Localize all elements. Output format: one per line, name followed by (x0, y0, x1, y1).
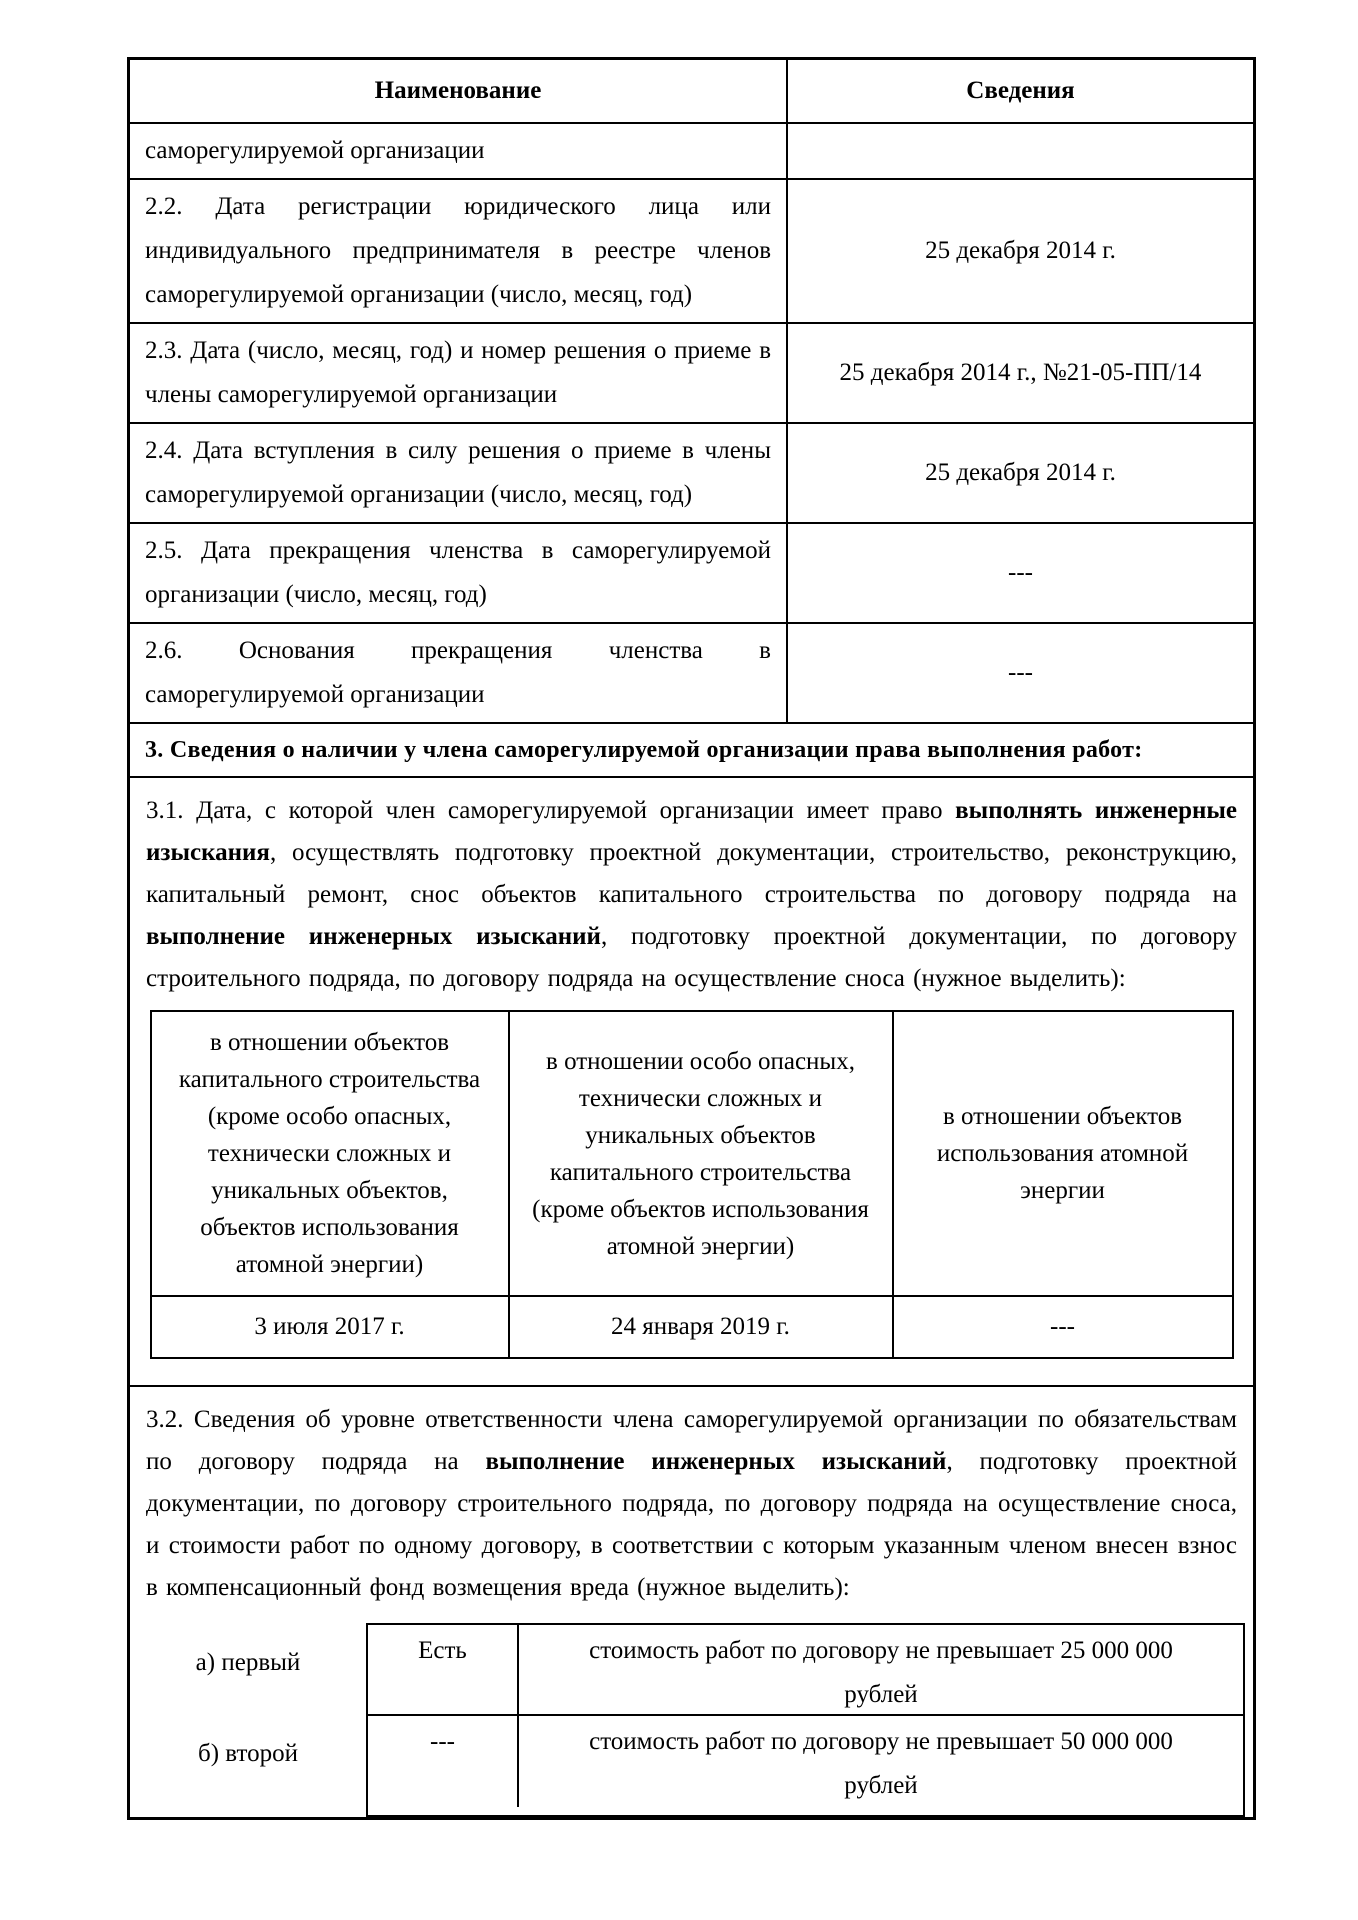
table-row (130, 624, 1253, 724)
text-segment: , подготовку проектной документации, по договору строительного подряда, по договору подряда на осуществление сноса, и стоимости работ по одному договору, в соответствии с которым указанным членом внесен взнос в компенсационный фонд возмещения вреда (нужное выделить): (146, 1448, 1237, 1601)
row-label: 2.3. Дата (число, месяц, год) и номер решения о приеме в члены саморегулируемой организации (130, 324, 788, 422)
liability-row (368, 1716, 1243, 1807)
item-3-2-cell (130, 1387, 1253, 1817)
section3-title-row (130, 724, 1253, 778)
rights-value-cell: --- (893, 1296, 1233, 1358)
row-label: 2.2. Дата регистрации юридического лица или индивидуального предпринимателя в реестре членов саморегулируемой организации (число, месяц, год) (130, 180, 788, 322)
rights-value-row (151, 1296, 1233, 1358)
row-value: --- (1008, 559, 1033, 586)
row-value: --- (1008, 659, 1033, 686)
column-header-name: Наименование (130, 60, 788, 122)
work-rights-table (150, 1010, 1234, 1359)
table-row (130, 424, 1253, 524)
row-value: 25 декабря 2014 г., №21-05-ПП/14 (839, 359, 1202, 386)
table-row (130, 324, 1253, 424)
description-line: рублей (844, 1772, 918, 1799)
rights-header-cell: в отношении объектов капитального строительства (кроме особо опасных, технически сложных и уникальных объектов, объектов использования атомной энергии) (151, 1011, 509, 1296)
row-label: 2.6. Основания прекращения членства в саморегулируемой организации (130, 624, 788, 722)
rights-value-cell: 3 июля 2017 г. (151, 1296, 509, 1358)
bold-text-segment: выполнять инженерные изыскания (146, 797, 1237, 866)
rights-value-cell: 24 января 2019 г. (509, 1296, 893, 1358)
liability-grid (366, 1623, 1245, 1817)
table-row (130, 180, 1253, 324)
table-row (130, 124, 1253, 180)
text-segment: , подготовку проектной документации, по договору строительного подряда, по договору подряда на осуществление сноса (нужное выделить): (146, 923, 1237, 992)
bold-text-segment: выполнение инженерных изысканий (146, 923, 601, 950)
row-value (788, 124, 1253, 178)
row-label: 2.4. Дата вступления в силу решения о приеме в члены саморегулируемой организации (число, месяц, год) (130, 424, 788, 522)
table-header-row (130, 60, 1253, 124)
rights-header-cell: в отношении особо опасных, технически сложных и уникальных объектов капитального строительства (кроме объектов использования атомной энергии) (509, 1011, 893, 1296)
text-segment: 3.1. Дата, с которой член саморегулируемой организации имеет право (146, 797, 956, 824)
table-row (130, 524, 1253, 624)
rights-header-row (151, 1011, 1233, 1296)
liability-level-label: а) первый (195, 1649, 301, 1676)
row-3-2 (130, 1387, 1253, 1817)
description-line: стоимость работ по договору не превышает 25 000 000 (589, 1637, 1173, 1664)
liability-mark: Есть (368, 1625, 519, 1714)
table-rows-container (130, 124, 1253, 724)
row-label: 2.5. Дата прекращения членства в саморегулируемой организации (число, месяц, год) (130, 524, 788, 622)
liability-level-label: б) второй (198, 1740, 298, 1767)
rights-header-cell: в отношении объектов использования атомной энергии (893, 1011, 1233, 1296)
item-3-1-cell (130, 778, 1253, 1385)
row-label: саморегулируемой организации (130, 124, 788, 178)
liability-mark: --- (368, 1716, 519, 1807)
liability-levels-table (130, 1623, 1245, 1817)
description-line: стоимость работ по договору не превышает 50 000 000 (589, 1728, 1173, 1755)
row-3-1 (130, 778, 1253, 1387)
text-segment: 3.2. Сведения об уровне ответственности члена саморегулируемой организации по обязательствам по договору подряда на (146, 1406, 1237, 1475)
bold-text-segment: выполнение инженерных изысканий (485, 1448, 947, 1475)
column-header-info: Сведения (966, 77, 1075, 104)
registry-extract-table (127, 57, 1256, 1820)
liability-description (519, 1716, 1243, 1807)
liability-row (368, 1625, 1243, 1716)
description-line: рублей (844, 1681, 918, 1708)
item-3-1-text (130, 778, 1253, 1004)
section3-title: 3. Сведения о наличии у члена саморегулируемой организации права выполнения работ: (145, 737, 1143, 763)
row-value: 25 декабря 2014 г. (925, 459, 1116, 486)
text-segment: , осуществлять подготовку проектной документации, строительство, реконструкцию, капитальный ремонт, снос объектов капитального строительства по договору подряда на (146, 839, 1237, 908)
liability-description (519, 1625, 1243, 1714)
item-3-2-text (130, 1387, 1253, 1613)
liability-labels-column (130, 1623, 366, 1817)
row-value: 25 декабря 2014 г. (925, 237, 1116, 264)
